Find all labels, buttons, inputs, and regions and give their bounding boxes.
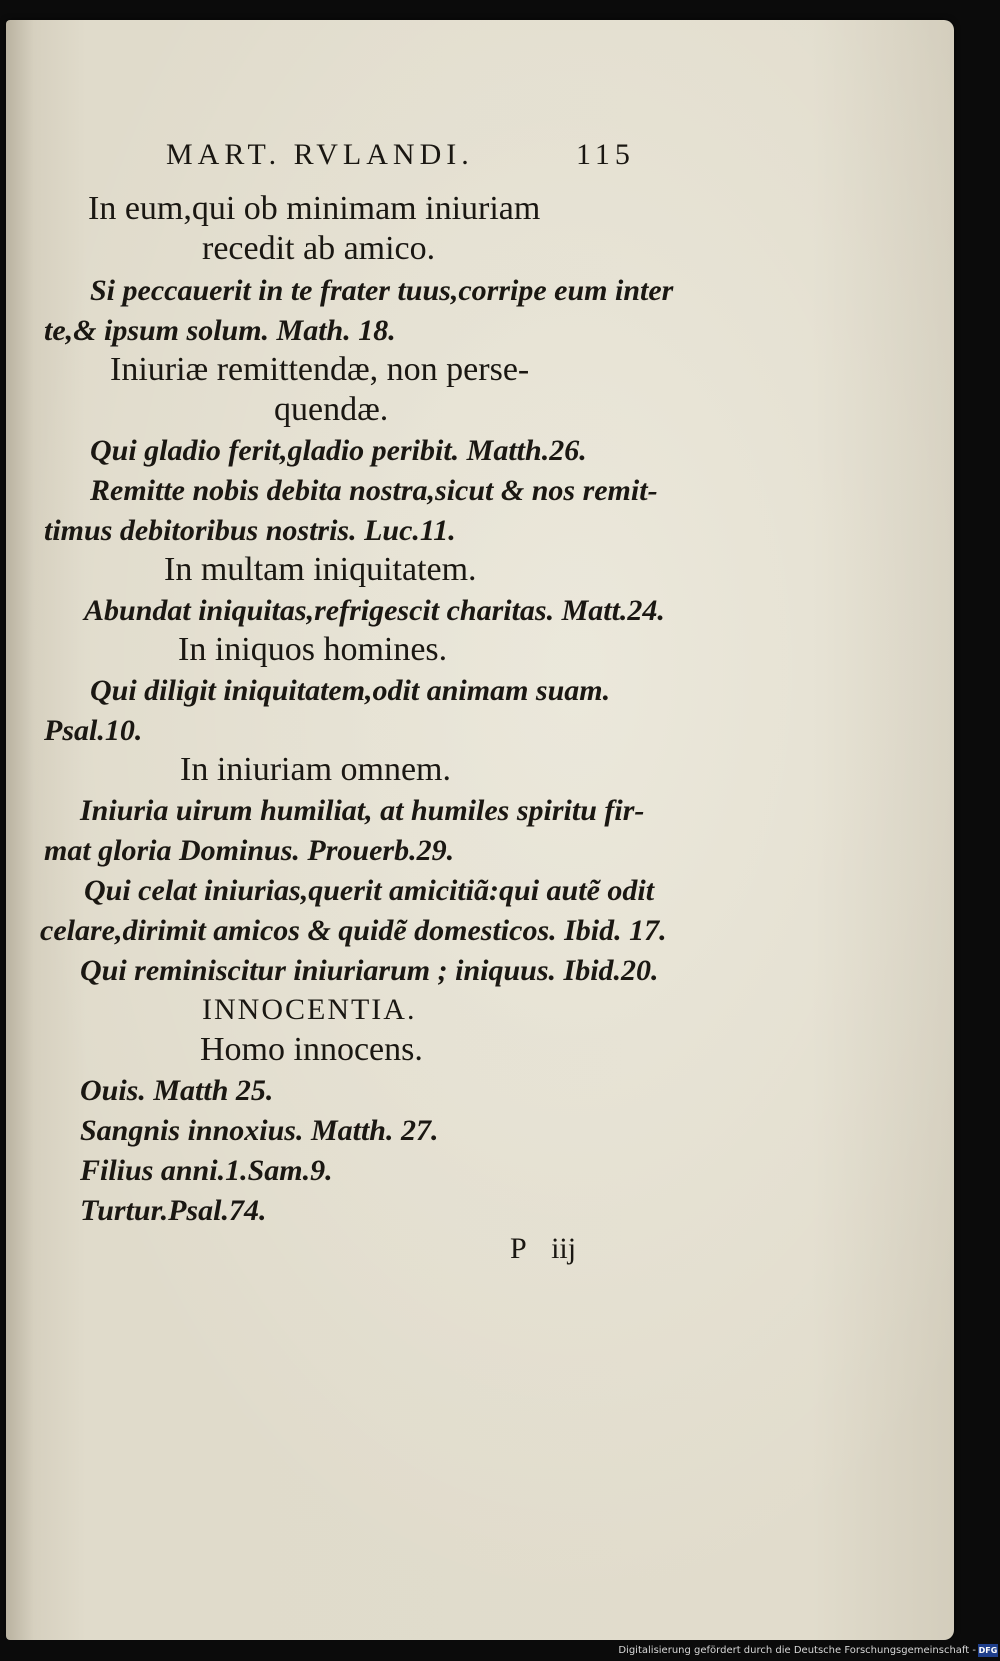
quotation-line: Ouis. Matth 25. [80,1074,274,1107]
quotation-line: Sangnis innoxius. Matth. 27. [80,1114,439,1147]
quotation-line: Turtur.Psal.74. [80,1194,267,1227]
quotation-line: Remitte nobis debita nostra,sicut & nos remit- [90,474,658,507]
quotation-line: Abundat iniquitas,refrigescit charitas. Matt.24. [84,594,665,627]
quotation-line: Filius anni.1.Sam.9. [80,1154,333,1187]
heading-line: In iniuriam omnem. [180,751,452,788]
heading-line: quendæ. [274,391,389,428]
quotation-line: Psal.10. [44,714,143,747]
quotation-line: Qui gladio ferit,gladio peribit. Matth.26. [90,434,587,467]
heading-line: In iniquos homines. [178,631,448,668]
quotation-line: te,& ipsum solum. Math. 18. [44,314,396,347]
heading-line: Iniuriæ remittendæ, non perse- [110,351,530,388]
heading-line: In multam iniquitatem. [164,551,477,588]
quotation-line: Qui diligit iniquitatem,odit animam suam. [90,674,611,707]
quotation-line: mat gloria Dominus. Prouerb.29. [44,834,455,867]
heading-line: Homo innocens. [200,1031,423,1068]
quotation-line: Qui celat iniurias,querit amicitiã:qui autẽ odit [84,874,655,907]
quotation-line: Qui reminiscitur iniuriarum ; iniquus. Ibid.20. [80,954,659,987]
book-page [6,20,954,1640]
page-number: 115 [576,138,635,171]
signature-mark: P iij [510,1232,577,1265]
section-title: INNOCENTIA. [202,993,417,1026]
running-head-title: MART. RVLANDI. [166,138,474,171]
quotation-line: Si peccauerit in te frater tuus,corripe eum inter [90,274,674,307]
quotation-line: celare,dirimit amicos & quidẽ domesticos. Ibid. 17. [40,914,667,947]
quotation-line: timus debitoribus nostris. Luc.11. [44,514,456,547]
quotation-line: Iniuria uirum humiliat, at humiles spiritu fir- [80,794,645,827]
heading-line: In eum,qui ob minimam iniuriam [88,190,541,227]
dfg-logo-icon: DFG [978,1646,998,1655]
heading-line: recedit ab amico. [202,230,436,267]
funding-credit: Digitalisierung gefördert durch die Deutsche Forschungsgemeinschaft - [618,1645,976,1656]
